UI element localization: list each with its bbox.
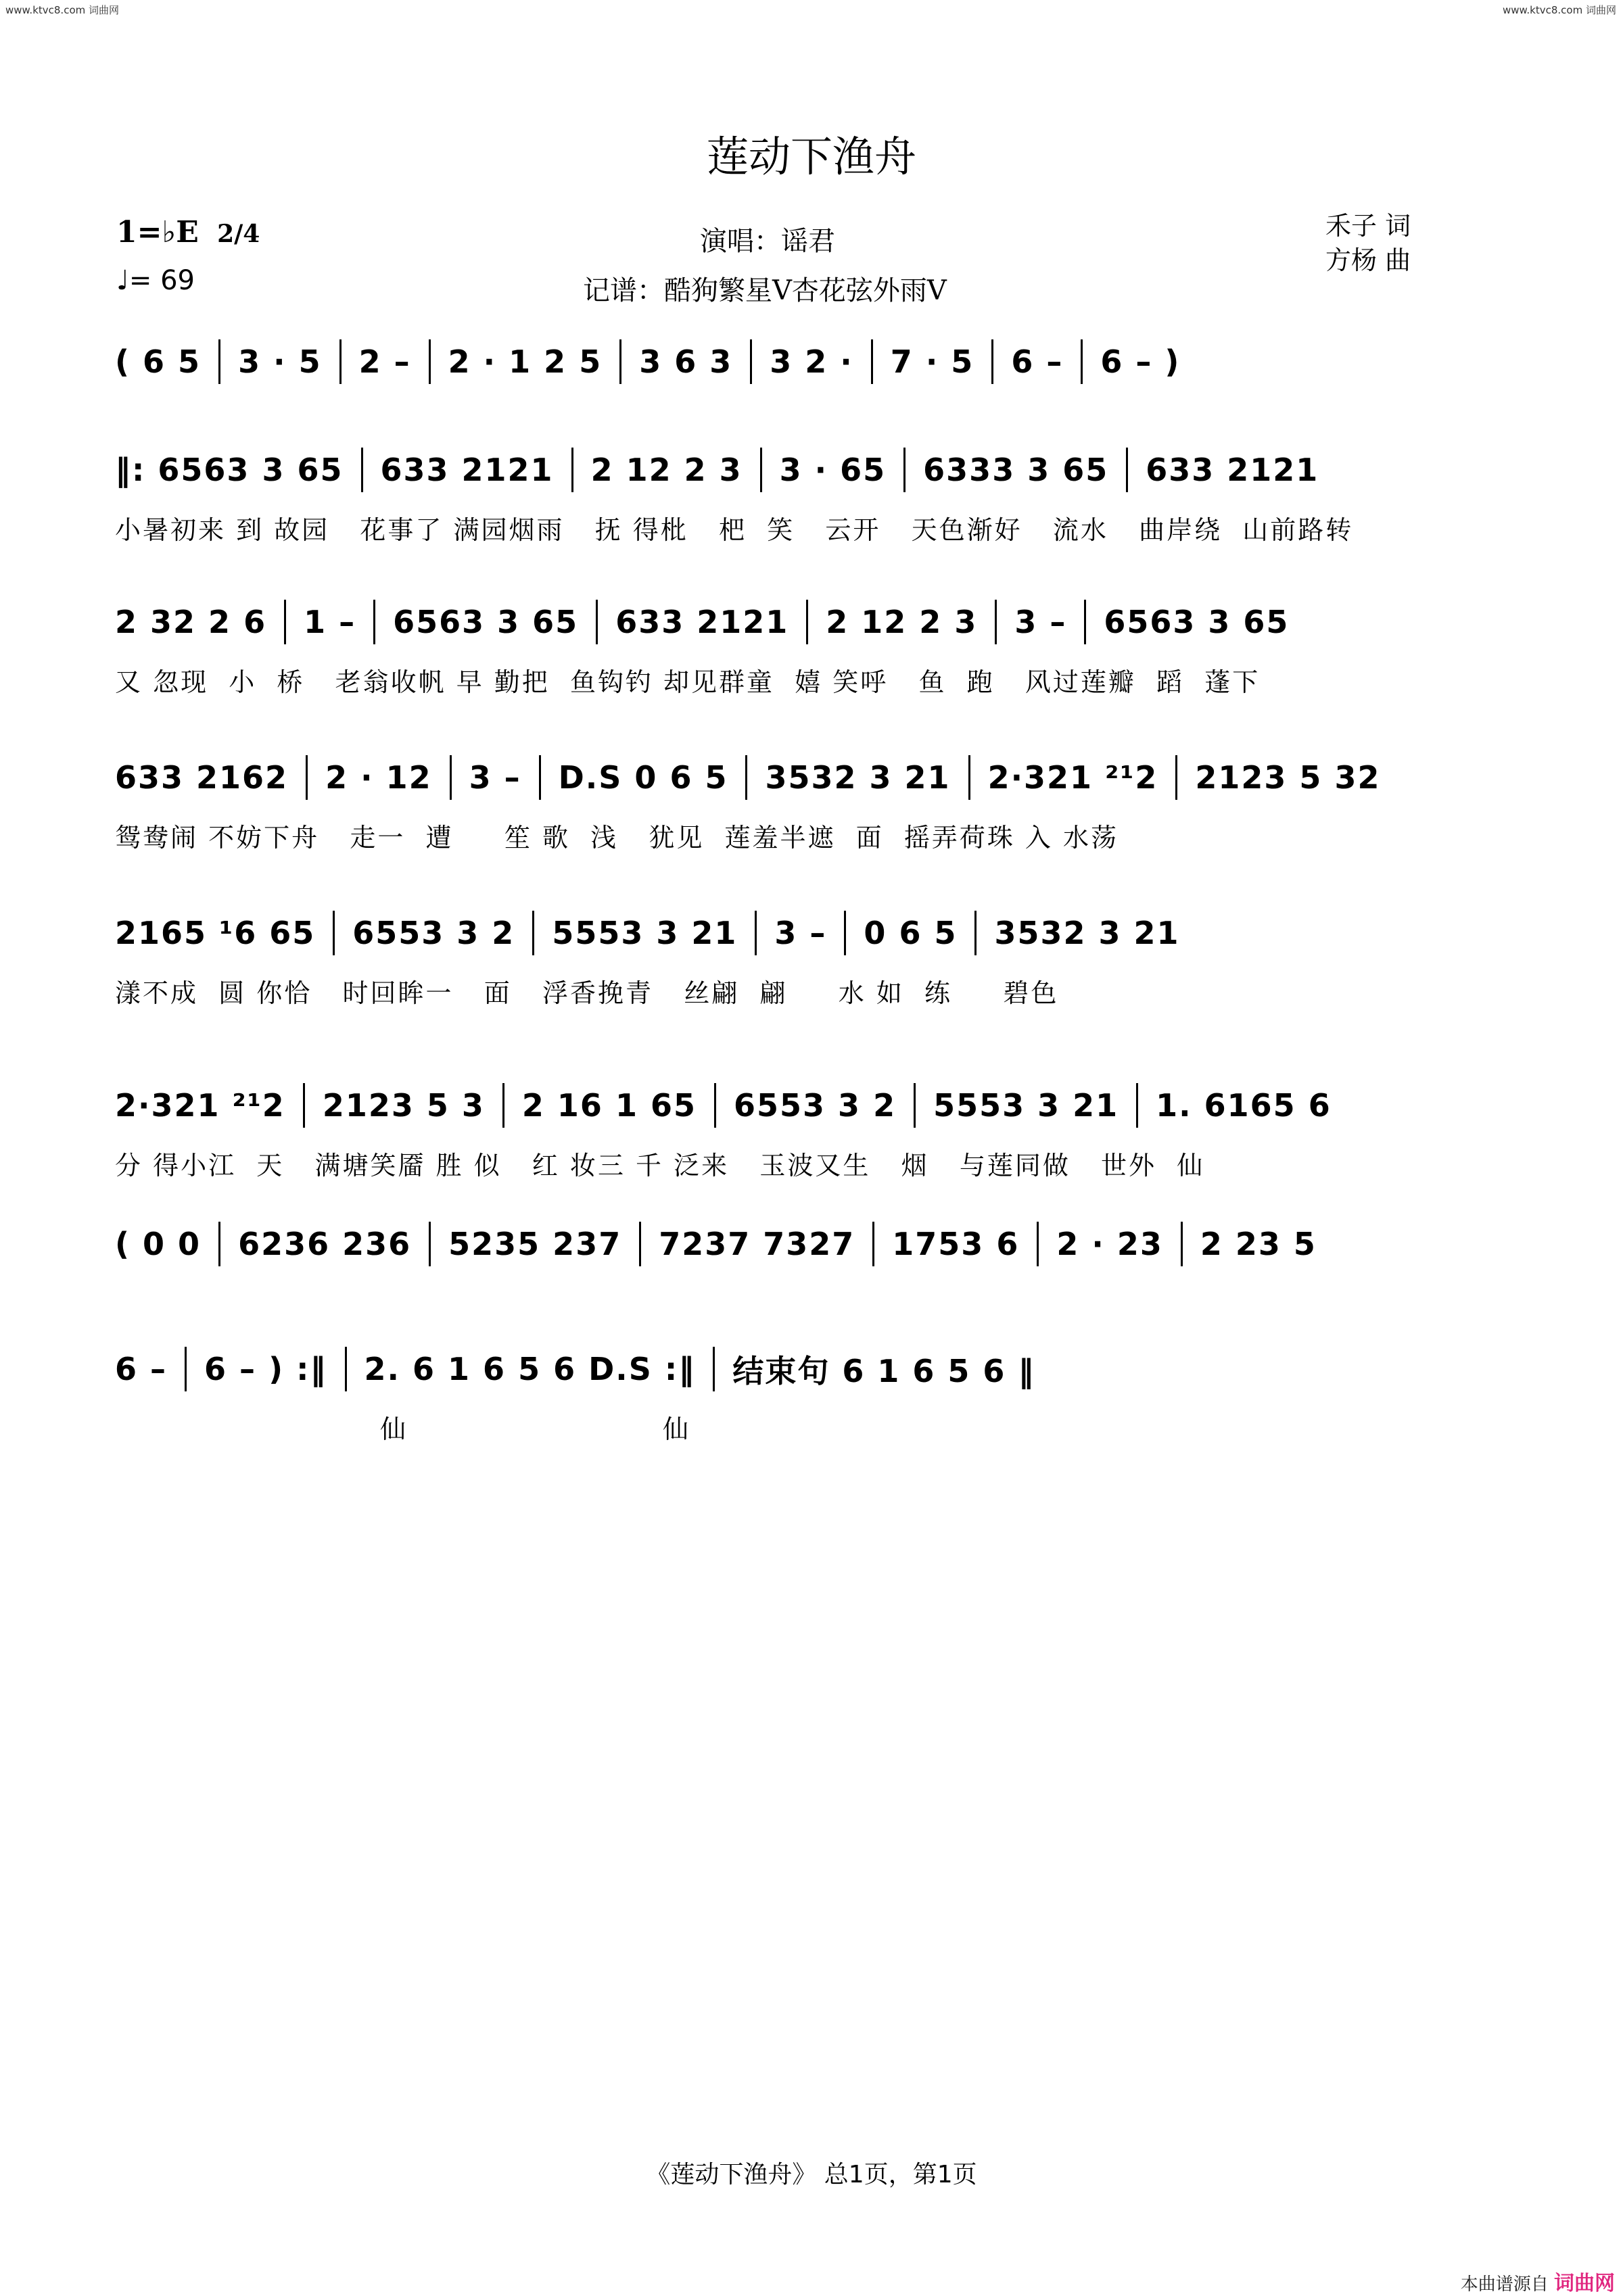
measure: 2 · 1 2 5 [448, 343, 603, 380]
measure: 2 16 1 65 [521, 1087, 697, 1124]
time-signature: 2/4 [217, 220, 260, 248]
bar-line [714, 1083, 716, 1128]
notes-row [115, 906, 1437, 960]
bar-line [1181, 1222, 1183, 1266]
measure: 633 2121 [1146, 452, 1319, 488]
bar-line [1084, 600, 1086, 644]
measure: 2165 ¹6 65 [115, 915, 316, 951]
measure: ( 0 0 [115, 1226, 202, 1262]
source-stamp-brand: 词曲网 [1554, 2272, 1615, 2295]
bar-line [639, 1222, 641, 1266]
bar-line [974, 911, 977, 955]
site-mark-left: www.ktvc8.com 词曲网 [5, 4, 120, 16]
measure: 633 2121 [615, 604, 789, 640]
lyrics-row: 小暑初来 到 故园 花事了 满园烟雨 抚 得枇 杷 笑 云开 天色渐好 流水 曲岸绕 山前路转 [115, 515, 1354, 545]
score-line [115, 595, 1437, 695]
notes-row [115, 1342, 1437, 1396]
measure: 5553 3 21 [552, 915, 738, 951]
measure: 0 6 5 [864, 915, 958, 951]
measure: ‖: 6563 3 65 [115, 452, 344, 488]
measure: 2123 5 32 [1195, 759, 1381, 796]
bar-line [539, 755, 541, 800]
measure: 7237 7327 [659, 1226, 855, 1262]
transcriber-credit: 记谱：酷狗繁星V杏花弦外雨V [583, 275, 947, 306]
site-mark-right: www.ktvc8.com 词曲网 [1502, 4, 1616, 16]
notes-row [115, 1078, 1437, 1132]
lyricist-credit: 禾子 词 [1325, 211, 1411, 241]
source-stamp [1461, 2266, 1615, 2296]
measure: 6553 3 2 [734, 1087, 897, 1124]
singer-credit: 演唱：谣君 [700, 226, 835, 257]
bar-line [1081, 339, 1083, 384]
notes-row [115, 750, 1437, 805]
bar-line [1175, 755, 1177, 800]
lyrics-row [115, 401, 1437, 435]
bar-line [1126, 448, 1128, 492]
measure: 6563 3 65 [1104, 604, 1290, 640]
measure: 3 2 · [770, 343, 853, 380]
measure: 6 – ) :‖ [204, 1351, 327, 1387]
bar-line [303, 1083, 305, 1128]
measure: 6553 3 2 [352, 915, 515, 951]
measure: 1753 6 [892, 1226, 1020, 1262]
measure: 3 – [774, 915, 827, 951]
bar-line [750, 339, 752, 384]
notes-row [115, 443, 1437, 497]
measure: 2 12 2 3 [826, 604, 978, 640]
bar-line [218, 339, 220, 384]
tempo-mark: ♩= 69 [116, 265, 195, 296]
measure: 7 · 5 [890, 343, 974, 380]
bar-line [571, 448, 573, 492]
bar-line [914, 1083, 916, 1128]
key-signature [116, 215, 260, 249]
bar-line [306, 755, 308, 800]
measure: ( 6 5 [115, 343, 202, 380]
measure: 2 · 23 [1056, 1226, 1163, 1262]
bar-line [903, 448, 905, 492]
measure: 2·321 ²¹2 [115, 1087, 285, 1124]
measure: 3532 3 21 [765, 759, 951, 796]
page-footer: 《莲动下渔舟》 总1页，第1页 [646, 2161, 977, 2189]
composer-credit: 方杨 曲 [1325, 245, 1411, 275]
source-stamp-text: 本曲谱源自 [1460, 2274, 1549, 2295]
measure: 2. 6 1 6 5 6 D.S :‖ [364, 1351, 696, 1387]
measure: 2·321 ²¹2 [987, 759, 1158, 796]
score-line [115, 750, 1437, 851]
measure: 1 – [304, 604, 356, 640]
measure: 3 · 65 [779, 452, 887, 488]
bar-line [361, 448, 363, 492]
measure: 2123 5 3 [322, 1087, 485, 1124]
bar-line [806, 600, 808, 644]
score-line [115, 906, 1437, 1006]
bar-line [502, 1083, 504, 1128]
bar-line [745, 755, 747, 800]
bar-line [968, 755, 970, 800]
bar-line [755, 911, 757, 955]
measure: 6 – [1011, 343, 1064, 380]
lyrics-row: 漾不成 圆 你恰 时回眸一 面 浮香挽青 丝翩 翩 水 如 练 碧色 [115, 978, 1059, 1008]
measure: 5235 237 [448, 1226, 622, 1262]
measure: 6333 3 65 [923, 452, 1109, 488]
bar-line [218, 1222, 220, 1266]
measure: D.S 0 6 5 [558, 759, 728, 796]
bar-line [995, 600, 997, 644]
score-line [115, 1342, 1437, 1442]
measure: 6563 3 65 [393, 604, 579, 640]
bar-line [450, 755, 452, 800]
bar-line [1136, 1083, 1138, 1128]
lyrics-row: 分 得小江 天 满塘笑靥 胜 似 红 妆三 千 泛来 玉波又生 烟 与莲同做 世外 仙 [115, 1151, 1205, 1180]
bar-line [713, 1347, 715, 1391]
measure: 3 6 3 [639, 343, 733, 380]
notes-row [115, 1217, 1437, 1271]
measure: 1. 6165 6 [1156, 1087, 1332, 1124]
notes-row [115, 595, 1437, 649]
measure: 633 2121 [380, 452, 554, 488]
lyrics-row: 鸳鸯闹 不妨下舟 走一 遭 笙 歌 浅 犹见 莲羞半遮 面 摇弄荷珠 入 水荡 [115, 823, 1119, 853]
measure: 2 – [358, 343, 411, 380]
measure: 3 – [1014, 604, 1067, 640]
measure: 6 – [115, 1351, 168, 1387]
bar-line [760, 448, 762, 492]
bar-line [339, 339, 342, 384]
lyrics-row: 又 忽现 小 桥 老翁收帆 早 勤把 鱼钩钓 却见群童 嬉 笑呼 鱼 跑 风过莲瓣 蹈 蓬下 [115, 667, 1261, 697]
notes-row [115, 335, 1437, 389]
bar-line [872, 1222, 874, 1266]
measure: 结束句 6 1 6 5 6 ‖ [732, 1353, 1035, 1389]
bar-line [185, 1347, 187, 1391]
measure: 3 – [469, 759, 521, 796]
key-label: 1=♭E [116, 215, 199, 249]
bar-line [532, 911, 534, 955]
measure: 633 2162 [115, 759, 289, 796]
measure: 3532 3 21 [994, 915, 1180, 951]
measure: 6 – ) [1100, 343, 1181, 380]
measure: 3 · 5 [238, 343, 322, 380]
lyrics-row: 仙 仙 [115, 1414, 691, 1444]
bar-line [429, 339, 431, 384]
score-line [115, 443, 1437, 543]
bar-line [284, 600, 286, 644]
measure: 2 23 5 [1200, 1226, 1317, 1262]
bar-line [333, 911, 335, 955]
bar-line [345, 1347, 347, 1391]
measure: 2 12 2 3 [590, 452, 743, 488]
bar-line [596, 600, 598, 644]
bar-line [871, 339, 873, 384]
bar-line [991, 339, 993, 384]
measure: 6236 236 [238, 1226, 412, 1262]
lyrics-row [115, 1283, 1437, 1317]
measure: 2 · 12 [325, 759, 432, 796]
measure: 2 32 2 6 [115, 604, 267, 640]
page-title: 莲动下渔舟 [706, 132, 916, 181]
score-line [115, 1078, 1437, 1178]
score-line [115, 335, 1437, 435]
score-line [115, 1217, 1437, 1317]
bar-line [844, 911, 846, 955]
bar-line [619, 339, 621, 384]
measure: 5553 3 21 [933, 1087, 1119, 1124]
bar-line [1037, 1222, 1039, 1266]
bar-line [429, 1222, 431, 1266]
bar-line [373, 600, 375, 644]
